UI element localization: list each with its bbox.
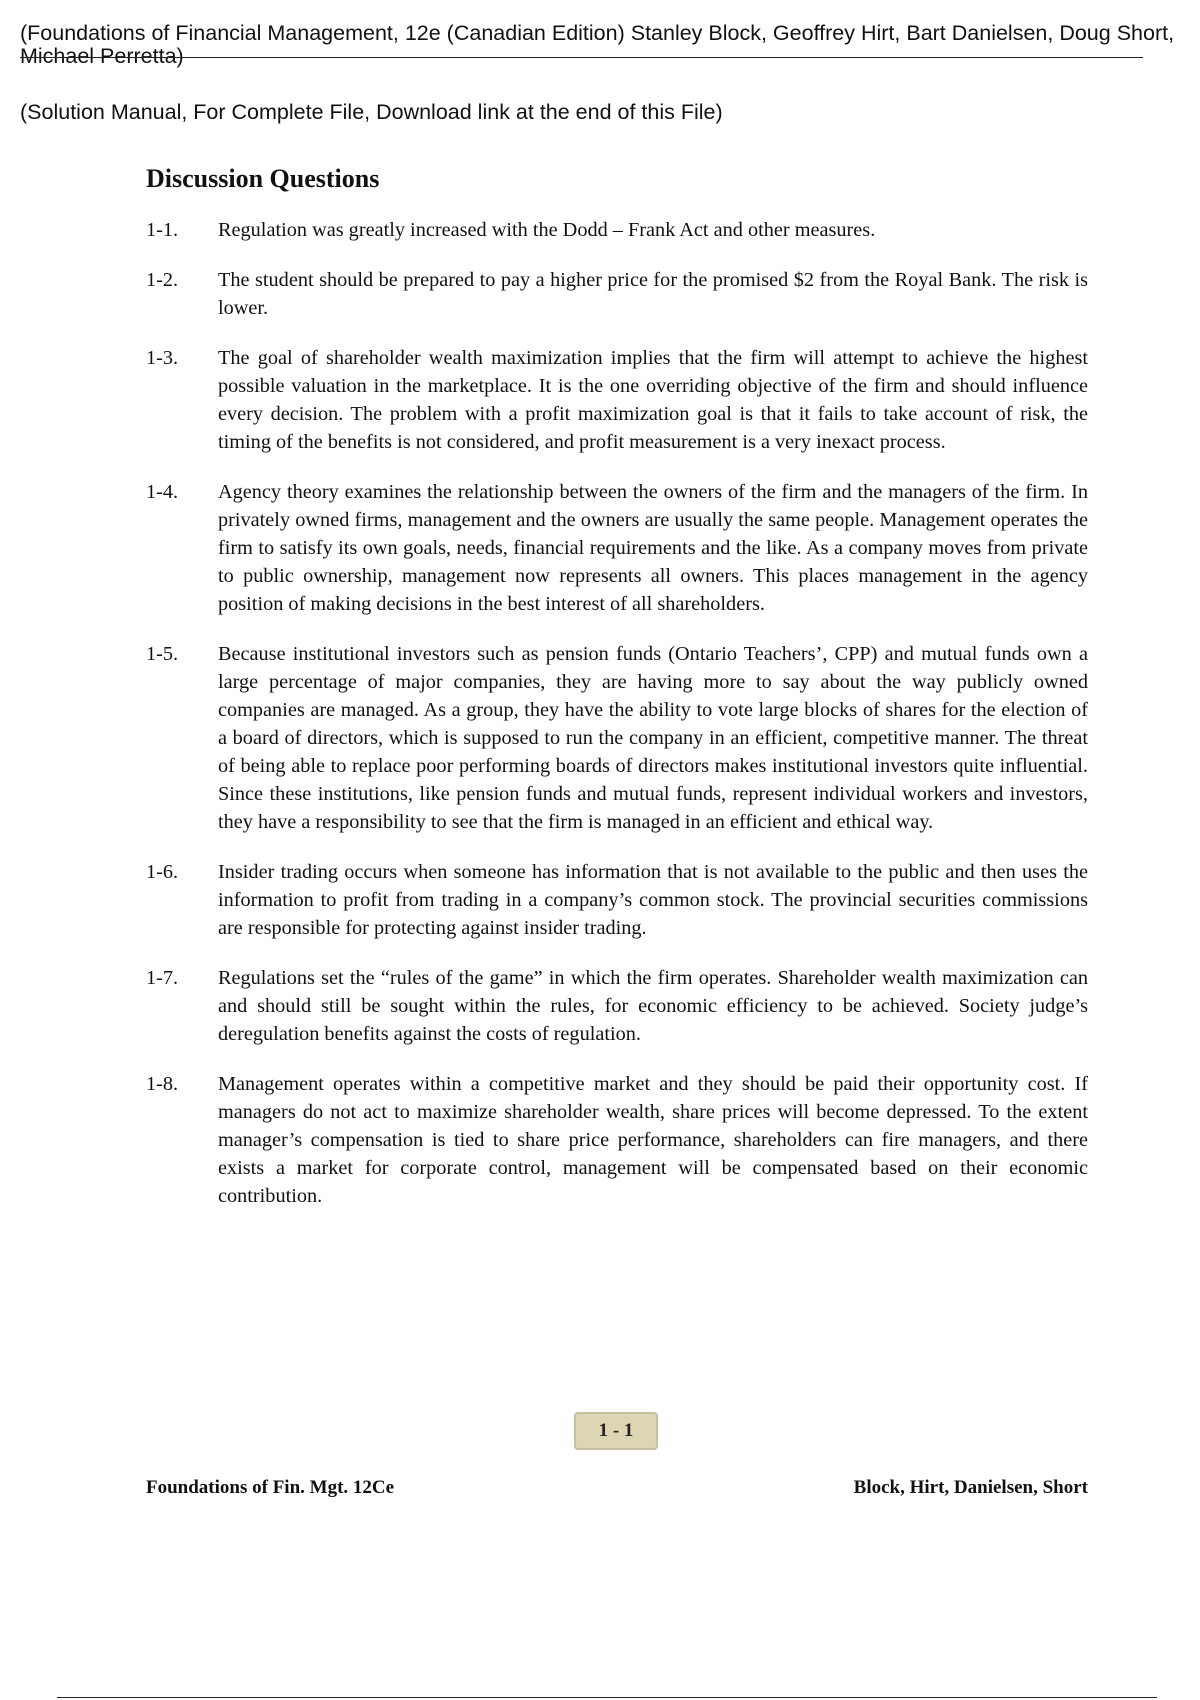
footer-authors: Block, Hirt, Danielsen, Short [853, 1477, 1088, 1498]
question-number: 1-5. [146, 643, 179, 665]
question-answer: Regulations set the “rules of the game” in which the firm operates. Shareholder wealth maximization can and should still be sought within the rules, for economic efficiency to be achieved. Society judge’s deregulation benefits against the costs of regulation. [218, 967, 1088, 1045]
question-item [146, 640, 1088, 836]
question-answer: Agency theory examines the relationship between the owners of the firm and the managers of the firm. In privately owned firms, management and the owners are usually the same people. Management operates the firm to satisfy its own goals, needs, financial requirements and the like. As a company moves from private to public ownership, management now represents all owners. This places management in the agency position of making decisions in the best interest of all shareholders. [218, 481, 1088, 615]
question-item [146, 964, 1088, 1048]
question-item [146, 1070, 1088, 1210]
question-item [146, 344, 1088, 456]
document-header-title: (Foundations of Financial Management, 12e (Canadian Edition) Stanley Block, Geoffrey Hirt, Bart Danielsen, Doug Short, Michael Perretta) [20, 21, 1175, 68]
header-rule [20, 57, 1143, 58]
question-number: 1-2. [146, 269, 179, 291]
question-item [146, 216, 1088, 244]
question-item [146, 266, 1088, 322]
footer-book-title: Foundations of Fin. Mgt. 12Ce [146, 1477, 395, 1498]
question-number: 1-8. [146, 1073, 179, 1095]
question-answer: Regulation was greatly increased with the Dodd – Frank Act and other measures. [218, 219, 876, 241]
question-answer: Management operates within a competitive market and they should be paid their opportunity cost. If managers do not act to maximize shareholder wealth, share prices will become depressed. To the extent manager’s compensation is tied to share price performance, shareholders can fire managers, and there exists a market for corporate control, management will be compensated based on their economic contribution. [218, 1073, 1088, 1207]
question-number: 1-1. [146, 219, 179, 241]
document-subtitle: (Solution Manual, For Complete File, Download link at the end of this File) [20, 100, 723, 124]
question-number: 1-7. [146, 967, 179, 989]
question-answer: The goal of shareholder wealth maximization implies that the firm will attempt to achieve the highest possible valuation in the marketplace. It is the one overriding objective of the firm and should influence every decision. The problem with a profit maximization goal is that it fails to take account of risk, the timing of the benefits is not considered, and profit measurement is a very inexact process. [218, 347, 1088, 453]
question-item [146, 858, 1088, 942]
question-answer: Because institutional investors such as pension funds (Ontario Teachers’, CPP) and mutual funds own a large percentage of major companies, they are having more to say about the way publicly owned companies are managed. As a group, they have the ability to vote large blocks of shares for the election of a board of directors, which is supposed to run the company in an efficient, competitive manner. The threat of being able to replace poor performing boards of directors makes institutional investors quite influential. Since these institutions, like pension funds and mutual funds, represent individual workers and investors, they have a responsibility to see that the firm is managed in an efficient and ethical way. [218, 643, 1088, 833]
question-answer: Insider trading occurs when someone has information that is not available to the public and then uses the information to profit from trading in a company’s common stock. The provincial securities commissions are responsible for protecting against insider trading. [218, 861, 1088, 939]
page-number-badge: 1 - 1 [574, 1412, 658, 1450]
question-number: 1-3. [146, 347, 179, 369]
section-title: Discussion Questions [146, 164, 380, 193]
question-number: 1-6. [146, 861, 179, 883]
question-number: 1-4. [146, 481, 179, 503]
question-answer: The student should be prepared to pay a higher price for the promised $2 from the Royal Bank. The risk is lower. [218, 269, 1088, 319]
page-content [146, 164, 1088, 1232]
question-item [146, 478, 1088, 618]
bottom-rule [57, 1697, 1157, 1698]
